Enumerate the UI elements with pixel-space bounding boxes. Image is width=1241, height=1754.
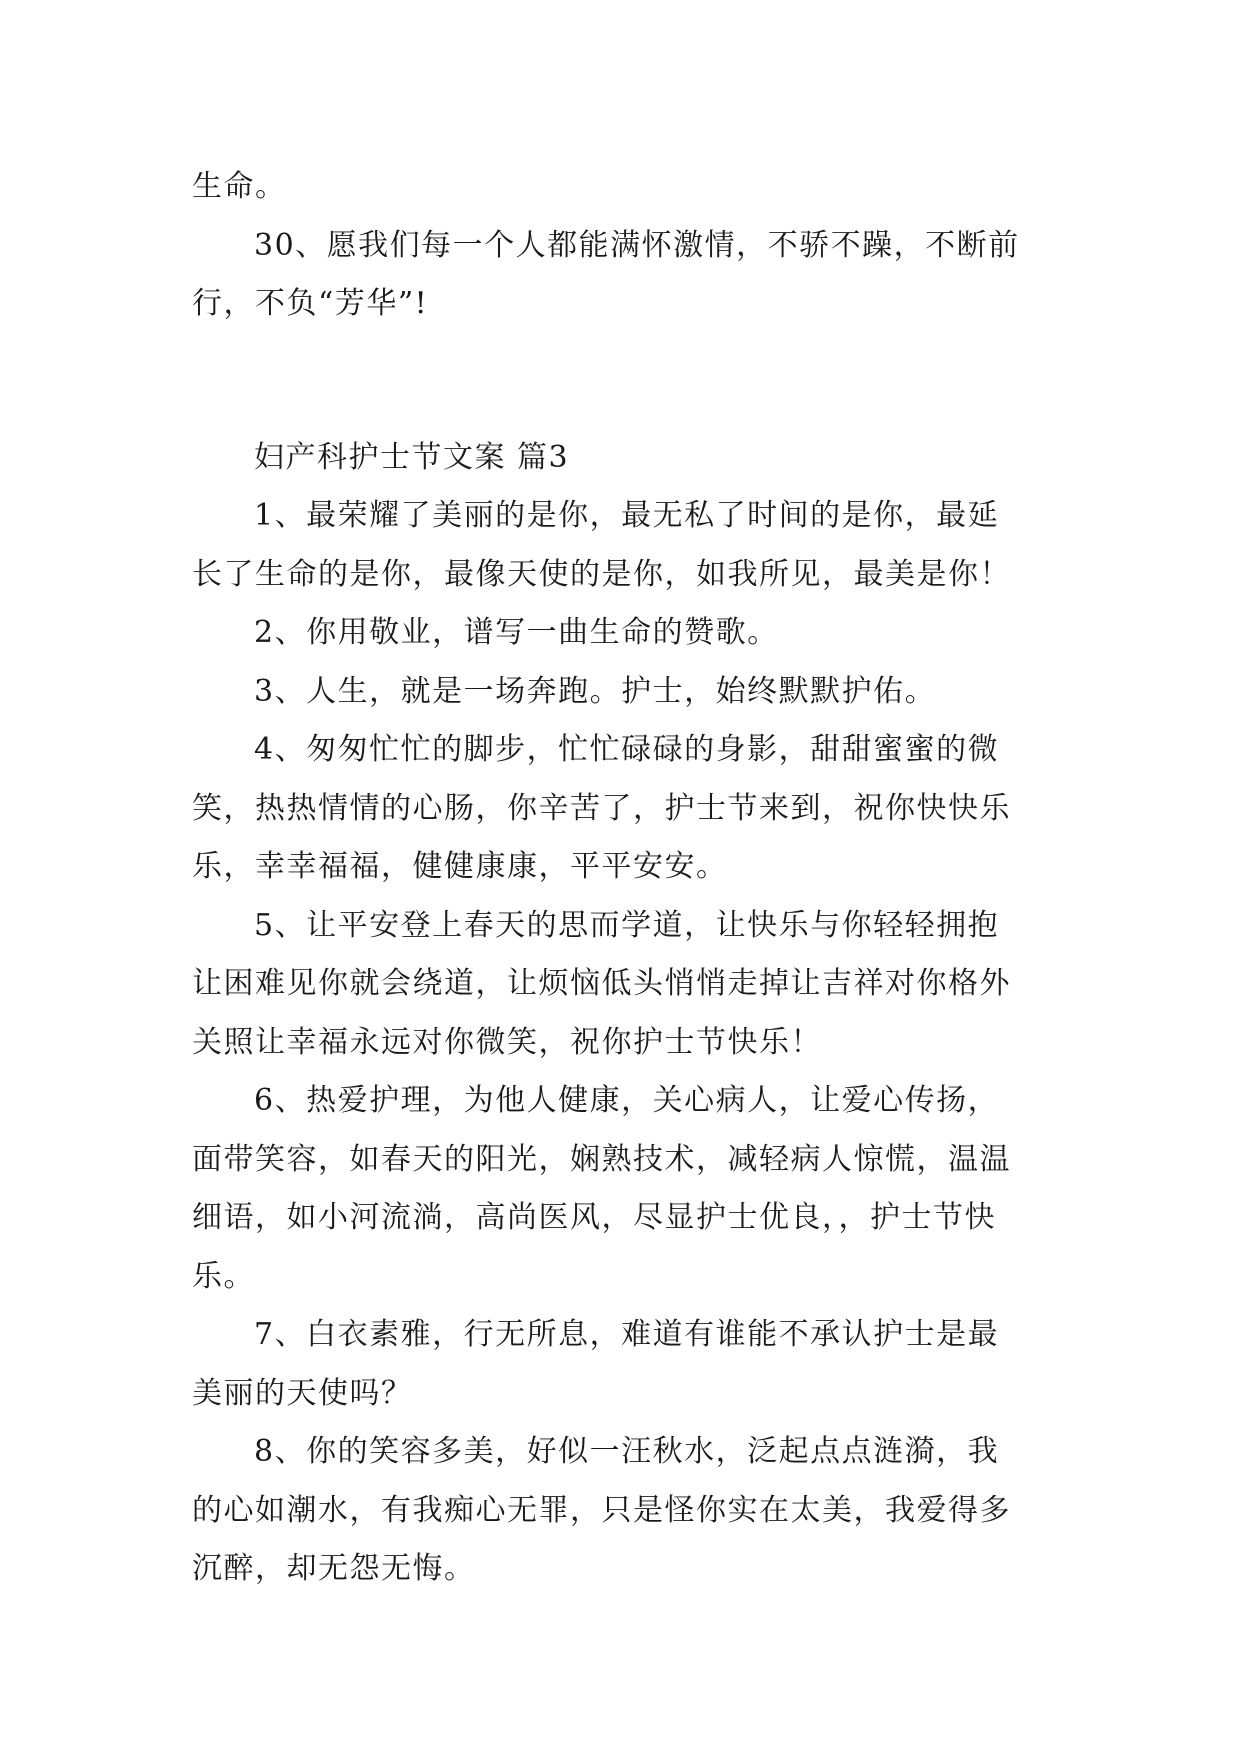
document-body (192, 158, 1052, 1599)
text-line: 行，不负“芳华”! (192, 286, 429, 321)
text-line: 30、愿我们每一个人都能满怀激情，不骄不躁，不断前 (254, 227, 1020, 263)
section-heading: 妇产科护士节文案 篇3 (254, 439, 570, 475)
text-line: 面带笑容，如春天的阳光，娴熟技术，减轻病人惊慌，温温 (192, 1141, 1011, 1177)
text-line: 沉醉，却无怨无悔。 (192, 1551, 476, 1586)
text-line: 关照让幸福永远对你微笑，祝你护士节快乐！ (192, 1024, 822, 1060)
text-line: 7、白衣素雅，行无所息，难道有谁能不承认护士是最 (254, 1317, 1000, 1352)
text-line: 乐。 (192, 1258, 255, 1294)
text-line: 笑，热热情情的心肠，你辛苦了，护士节来到，祝你快快乐 (192, 790, 1011, 826)
text-line: 2、你用敬业，谱写一曲生命的赞歌。 (254, 615, 779, 650)
text-line: 的心如潮水，有我痴心无罪，只是怪你实在太美，我爱得多 (192, 1492, 1011, 1528)
text-line: 6、热爱护理，为他人健康，关心病人，让爱心传扬， (254, 1083, 1000, 1118)
text-line: 8、你的笑容多美，好似一汪秋水，泛起点点涟漪，我 (254, 1434, 1000, 1469)
text-line: 长了生命的是你，最像天使的是你，如我所见，最美是你！ (192, 556, 1011, 592)
text-line: 乐，幸幸福福，健健康康，平平安安。 (192, 849, 728, 884)
text-line: 生命。 (192, 169, 287, 204)
text-line: 1、最荣耀了美丽的是你，最无私了时间的是你，最延 (254, 498, 1000, 533)
text-line: 4、匆匆忙忙的脚步，忙忙碌碌的身影，甜甜蜜蜜的微 (254, 732, 1000, 767)
section-spacer (192, 334, 1052, 429)
text-line: 5、让平安登上春天的思而学道，让快乐与你轻轻拥抱 (254, 907, 1000, 943)
text-line: 让困难见你就会绕道，让烦恼低头悄悄走掉让吉祥对你格外 (192, 966, 1011, 1001)
text-line: 美丽的天使吗？ (192, 1375, 413, 1411)
text-line: 3、人生，就是一场奔跑。护士，始终默默护佑。 (254, 673, 937, 709)
text-line: 细语，如小河流淌，高尚医风，尽显护士优良，，护士节快 (192, 1200, 996, 1235)
